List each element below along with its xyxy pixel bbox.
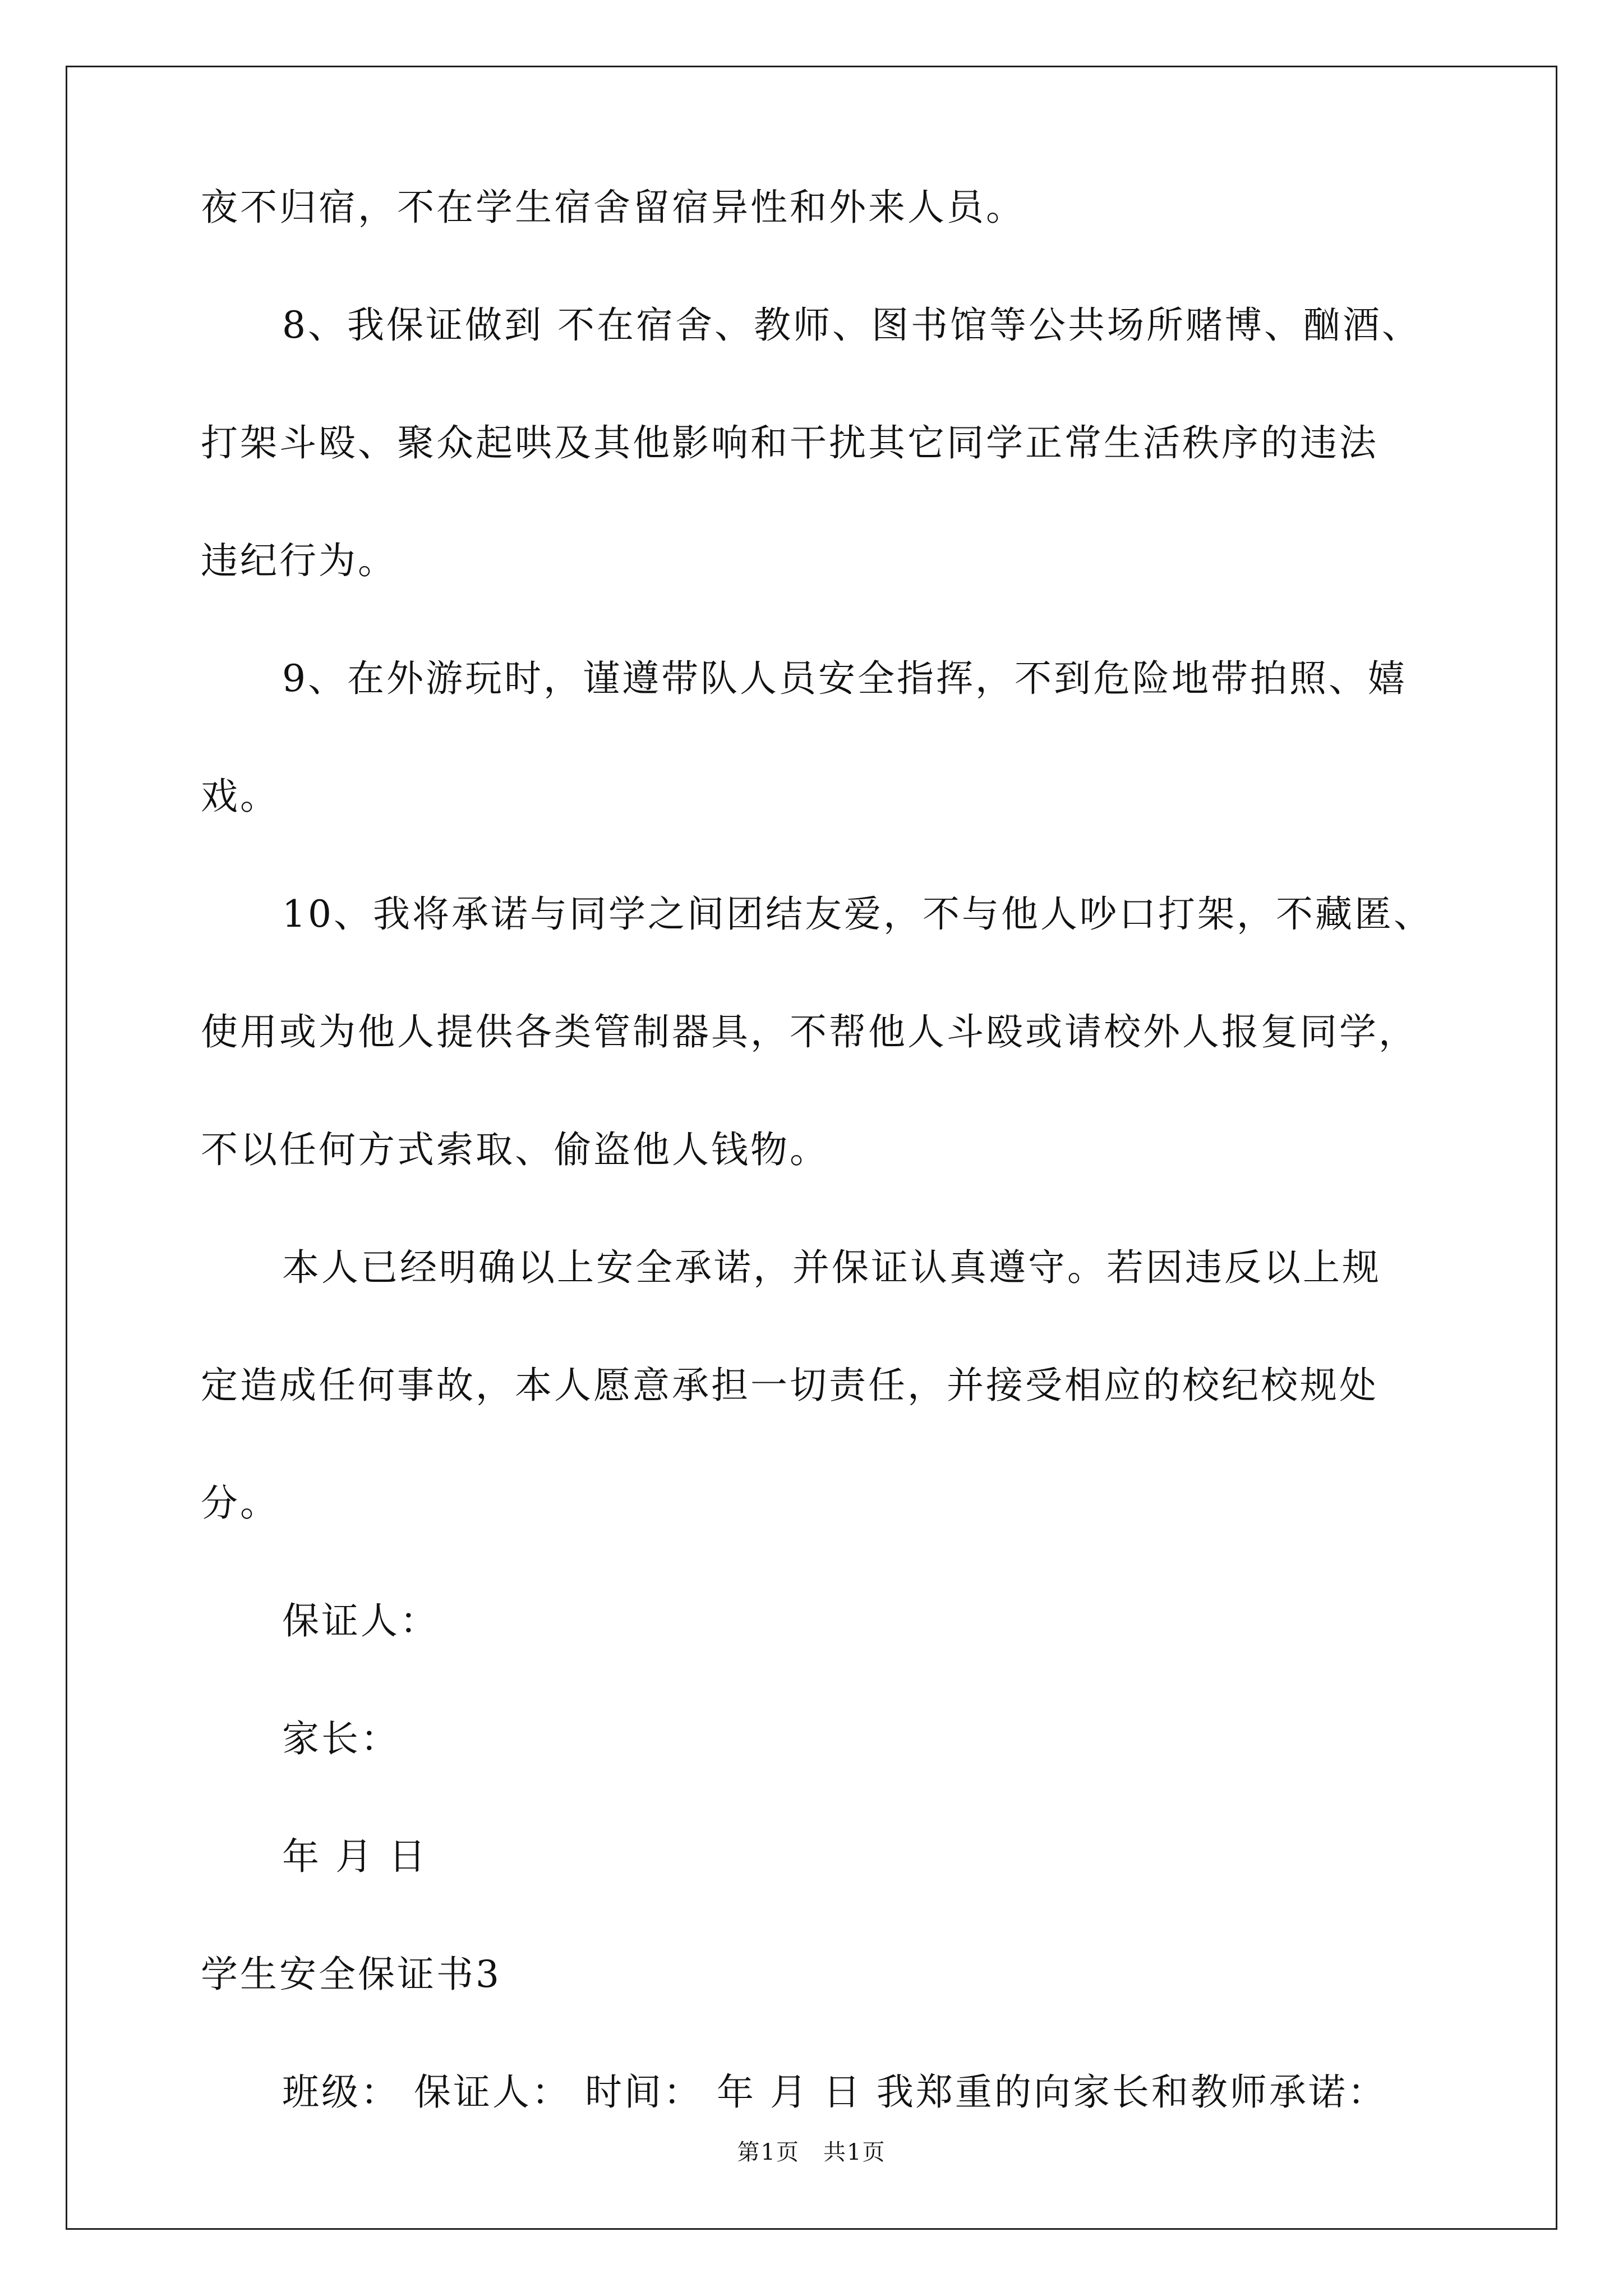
- text-line: 定造成任何事故，本人愿意承担一切责任，并接受相应的校纪校规处: [201, 1364, 1378, 1407]
- signature-guarantor-label: 保证人：: [282, 1599, 439, 1642]
- text-line: 违纪行为。: [201, 539, 397, 582]
- text-line: 使用或为他人提供各类管制器具，不帮他人斗殴或请校外人报复同学，: [201, 1010, 1418, 1053]
- text-line: 本人已经明确以上安全承诺，并保证认真遵守。若因违反以上规: [282, 1246, 1381, 1289]
- text-line: 班级： 保证人： 时间： 年 月 日 我郑重的向家长和教师承诺：: [282, 2070, 1387, 2114]
- text-line: 10、我将承诺与同学之间团结友爱，不与他人吵口打架，不藏匿、: [282, 892, 1433, 936]
- signature-parent-label: 家长：: [282, 1717, 400, 1760]
- text-line: 8、我保证做到 不在宿舍、教师、图书馆等公共场所赌博、酗酒、: [282, 303, 1421, 347]
- date-line: 年 月 日: [282, 1835, 428, 1878]
- text-line: 打架斗殴、聚众起哄及其他影响和干扰其它同学正常生活秩序的违法: [201, 421, 1378, 464]
- text-line: 夜不归宿，不在学生宿舍留宿异性和外来人员。: [201, 186, 1025, 229]
- section-heading: 学生安全保证书3: [201, 1953, 501, 1996]
- text-line: 不以任何方式索取、偷盗他人钱物。: [201, 1128, 829, 1171]
- page-footer: 第1页 共1页: [737, 2139, 886, 2165]
- text-line: 9、在外游玩时，谨遵带队人员安全指挥，不到危险地带拍照、嬉: [282, 657, 1407, 700]
- text-line: 分。: [201, 1481, 279, 1525]
- text-line: 戏。: [201, 775, 279, 818]
